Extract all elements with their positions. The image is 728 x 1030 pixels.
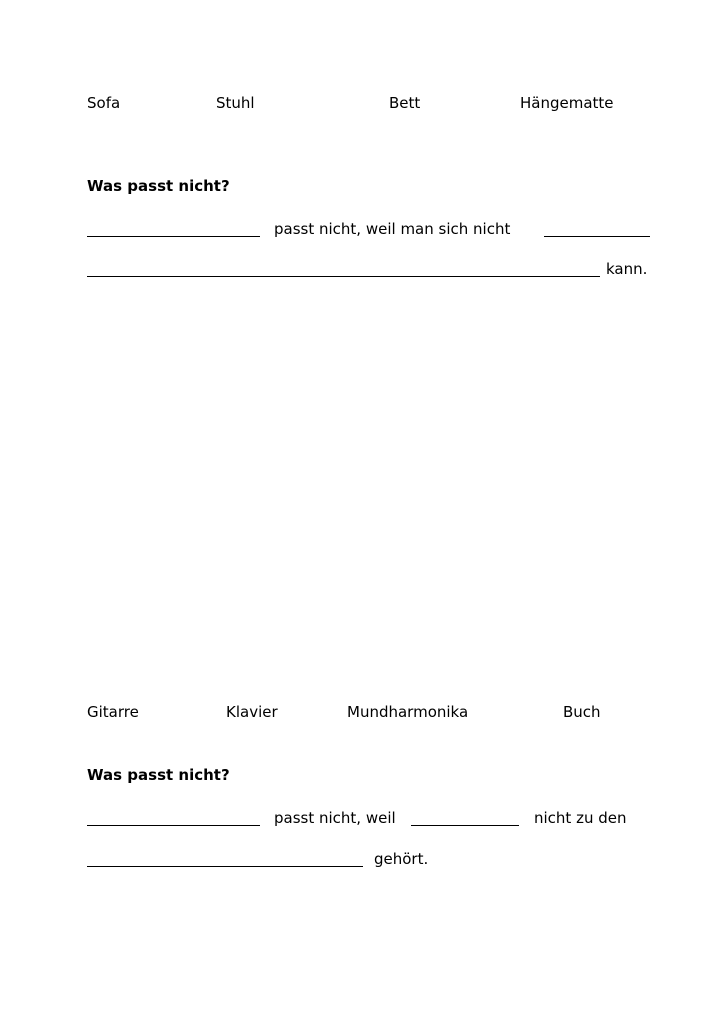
word-option-3: Bett <box>389 94 421 112</box>
word-option-1: Sofa <box>87 94 121 112</box>
word-option-4: Buch <box>563 703 601 721</box>
question-heading: Was passt nicht? <box>87 766 230 784</box>
question-heading: Was passt nicht? <box>87 177 230 195</box>
word-option-1: Gitarre <box>87 703 139 721</box>
answer-blank-word[interactable] <box>87 825 260 826</box>
word-option-2: Klavier <box>226 703 278 721</box>
sentence-part-1: passt nicht, weil man sich nicht <box>274 220 511 238</box>
sentence-end: kann. <box>606 260 648 278</box>
answer-blank-item[interactable] <box>411 825 519 826</box>
word-option-2: Stuhl <box>216 94 255 112</box>
word-option-3: Mundharmonika <box>347 703 469 721</box>
answer-blank-word[interactable] <box>87 236 260 237</box>
answer-blank-verb-start[interactable] <box>544 236 650 237</box>
word-option-4: Hängematte <box>520 94 614 112</box>
answer-blank-verb[interactable] <box>87 276 600 277</box>
answer-blank-category[interactable] <box>87 866 363 867</box>
sentence-part-1: passt nicht, weil <box>274 809 396 827</box>
sentence-part-2: nicht zu den <box>534 809 627 827</box>
sentence-end: gehört. <box>374 850 429 868</box>
